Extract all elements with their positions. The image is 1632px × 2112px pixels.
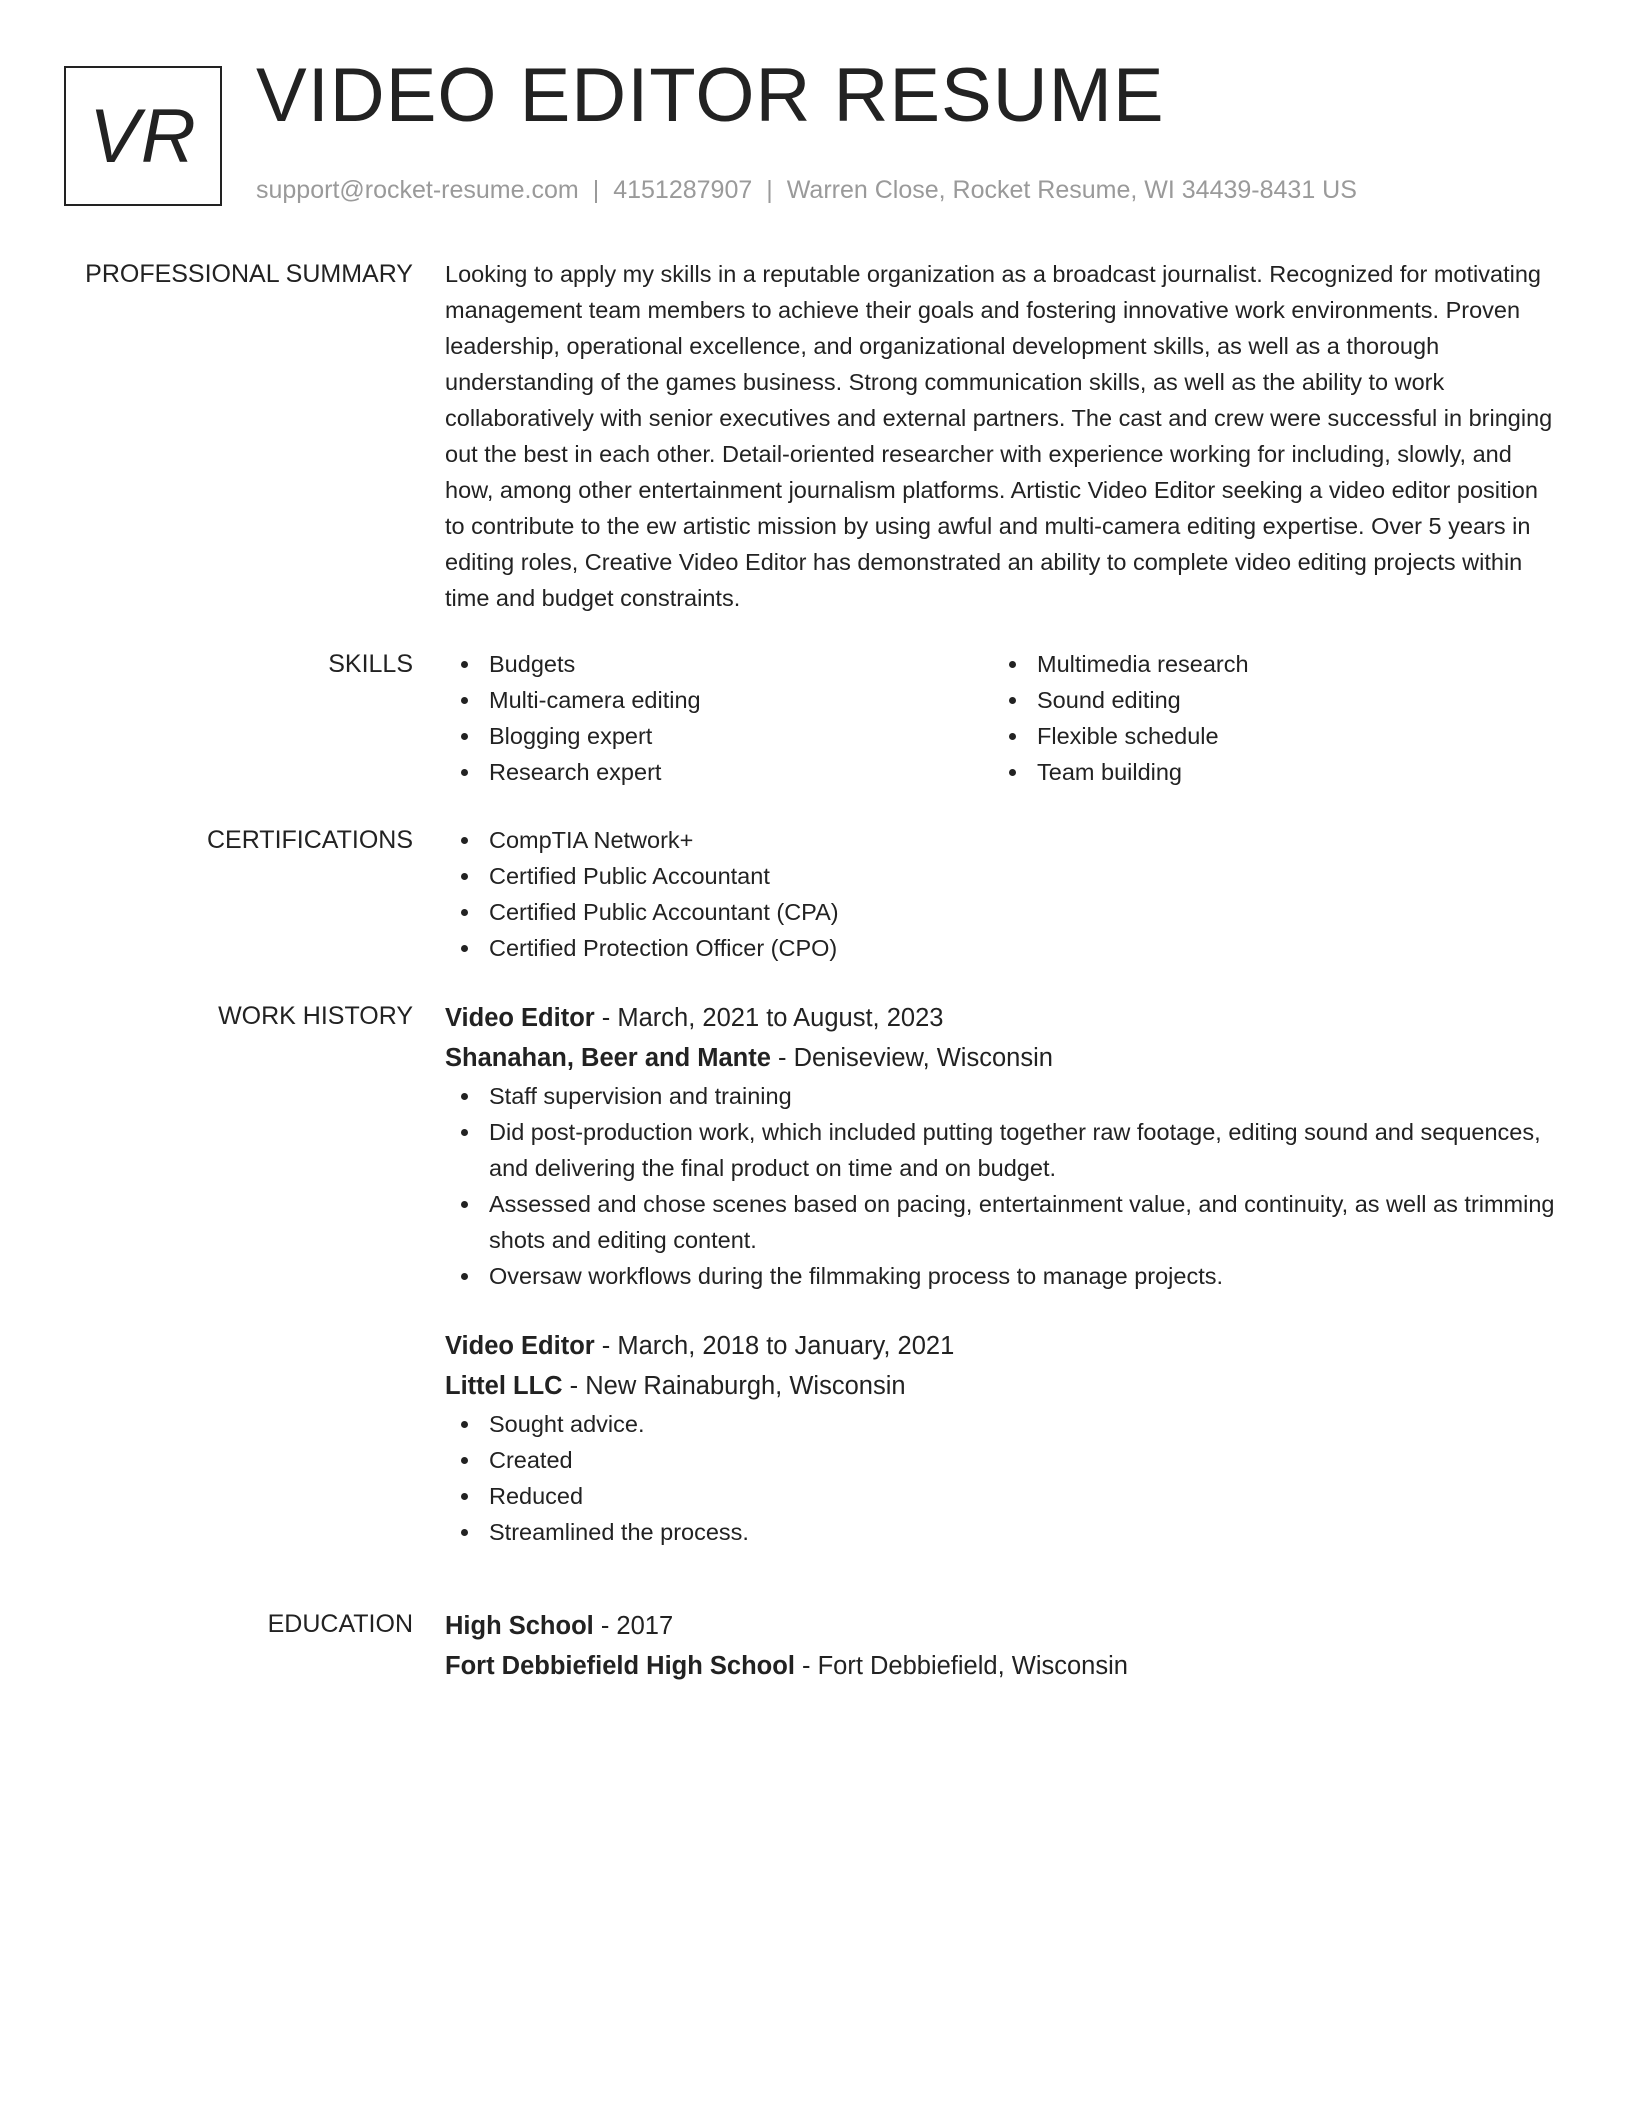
job-title-line	[445, 1326, 1560, 1366]
education-content	[445, 1606, 1560, 1686]
job-duty-item: Oversaw workflows during the filmmaking process to manage projects.	[445, 1258, 1560, 1294]
certification-item: Certified Public Accountant	[445, 858, 1560, 894]
education-degree-line	[445, 1606, 1560, 1646]
contact-line	[256, 176, 1357, 205]
monogram-box	[64, 66, 222, 206]
job-duties-list	[445, 1406, 1560, 1550]
job-duty-item: Assessed and chose scenes based on pacing, entertainment value, and continuity, as well as trimming shots and editing content.	[445, 1186, 1560, 1258]
education-location: - Fort Debbiefield, Wisconsin	[794, 1652, 1128, 1680]
certification-item: Certified Protection Officer (CPO)	[445, 930, 1560, 966]
monogram-initials: VR	[89, 93, 197, 179]
education-degree: High School	[445, 1612, 594, 1640]
job-company: Shanahan, Beer and Mante	[445, 1044, 771, 1072]
job-dates: - March, 2018 to January, 2021	[594, 1332, 955, 1360]
resume-title: VIDEO EDITOR RESUME	[256, 53, 1165, 138]
job-title: Video Editor	[445, 1332, 595, 1360]
section-label-education: EDUCATION	[267, 1610, 413, 1638]
certification-item: CompTIA Network+	[445, 822, 1560, 858]
job-duty-item: Streamlined the process.	[445, 1514, 1560, 1550]
job-duty-item: Sought advice.	[445, 1406, 1560, 1442]
summary-content	[445, 256, 1560, 616]
contact-separator: |	[592, 176, 600, 204]
section-label-summary: PROFESSIONAL SUMMARY	[85, 260, 413, 288]
job-title: Video Editor	[445, 1004, 595, 1032]
skills-list-left	[445, 646, 993, 790]
summary-text: Looking to apply my skills in a reputable organization as a broadcast journalist. Recognized for motivating management team members to achieve their goals and fostering innovative work environments. Proven leadership, operational excellence, and organizational development skills, as well as a thorough understanding of the games business. Strong communication skills, as well as the ability to work collaboratively with senior executives and external partners. The cast and crew were successful in bringing out the best in each other. Detail-oriented researcher with experience working for including, slowly, and how, among other entertainment journalism platforms. Artistic Video Editor seeking a video editor position to contribute to the ew artistic mission by using awful and multi-camera editing expertise. Over 5 years in editing roles, Creative Video Editor has demonstrated an ability to complete video editing projects within time and budget constraints.	[445, 261, 1553, 611]
job-entry	[445, 998, 1560, 1294]
section-label-work-history: WORK HISTORY	[218, 1002, 413, 1030]
job-location: - New Rainaburgh, Wisconsin	[562, 1372, 906, 1400]
education-school-line	[445, 1646, 1560, 1686]
skills-grid	[445, 646, 1560, 790]
job-duty-item: Did post-production work, which included putting together raw footage, editing sound and sequences, and delivering the final product on time and on budget.	[445, 1114, 1560, 1186]
skill-item: Flexible schedule	[993, 718, 1541, 754]
skill-item: Budgets	[445, 646, 993, 682]
certification-item: Certified Public Accountant (CPA)	[445, 894, 1560, 930]
section-label-skills: SKILLS	[328, 650, 413, 678]
work-history-content	[445, 998, 1560, 1550]
skill-item: Blogging expert	[445, 718, 993, 754]
section-label-certifications: CERTIFICATIONS	[206, 826, 413, 854]
job-duties-list	[445, 1078, 1560, 1294]
skill-item: Team building	[993, 754, 1541, 790]
contact-phone[interactable]: 4151287907	[613, 176, 753, 204]
certifications-list	[445, 822, 1560, 966]
education-year: - 2017	[593, 1612, 674, 1640]
contact-address: Warren Close, Rocket Resume, WI 34439-8431 US	[786, 176, 1357, 204]
job-dates: - March, 2021 to August, 2023	[594, 1004, 944, 1032]
skill-item: Research expert	[445, 754, 993, 790]
skill-item: Multi-camera editing	[445, 682, 993, 718]
job-duty-item: Staff supervision and training	[445, 1078, 1560, 1114]
job-duty-item: Reduced	[445, 1478, 1560, 1514]
skill-item: Multimedia research	[993, 646, 1541, 682]
job-company-line	[445, 1366, 1560, 1406]
job-location: - Deniseview, Wisconsin	[770, 1044, 1053, 1072]
job-company-line	[445, 1038, 1560, 1078]
job-company: Littel LLC	[445, 1372, 563, 1400]
job-entry	[445, 1326, 1560, 1550]
contact-separator: |	[766, 176, 773, 204]
job-duty-item: Created	[445, 1442, 1560, 1478]
skill-item: Sound editing	[993, 682, 1541, 718]
certifications-content	[445, 822, 1560, 966]
education-school: Fort Debbiefield High School	[445, 1652, 795, 1680]
job-title-line	[445, 998, 1560, 1038]
skills-list-right	[993, 646, 1541, 790]
contact-email[interactable]: support@rocket-resume.com	[256, 176, 579, 204]
